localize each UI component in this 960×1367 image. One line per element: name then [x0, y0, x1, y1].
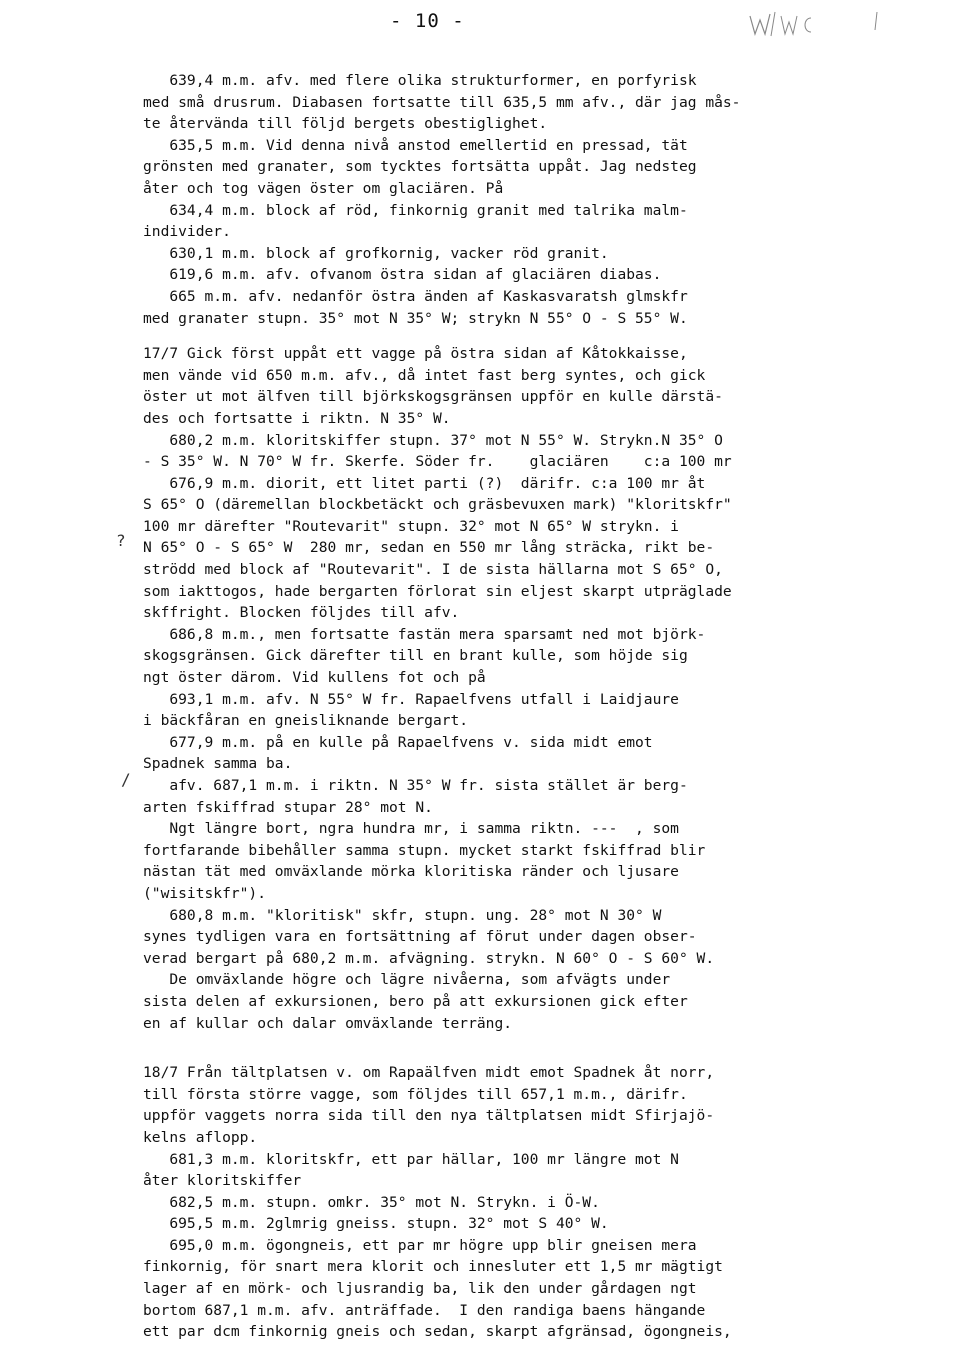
text-line: strödd med block af "Routevarit". I de sista hällarna mot S 65° O,: [143, 561, 723, 579]
text-line: åter och tog vägen öster om glaciären. På: [143, 179, 504, 197]
text-line: Ngt längre bort, ngra hundra mr, i samma riktn. --- , som: [143, 820, 679, 838]
page-header: [0, 8, 960, 40]
text-line: 695,5 m.m. 2glmrig gneiss. stupn. 32° mot S 40° W.: [143, 1215, 609, 1233]
text-line: uppför vaggets norra sida till den nya tältplatsen midt Sfirjajö-: [143, 1107, 715, 1125]
text-line: med små drusrum. Diabasen fortsatte till 635,5 mm afv., där jag mås-: [143, 93, 741, 111]
text-line: finkornig, för snart mera klorit och innesluter ett 1,5 mr mägtigt: [143, 1258, 723, 1276]
text-line: öster ut mot älfven till björkskogsgränsen uppför en kulle därstä-: [143, 388, 723, 406]
text-line: 619,6 m.m. afv. ofvanom östra sidan af glaciären diabas.: [143, 266, 662, 284]
text-line: 665 m.m. afv. nedanför östra änden af Kaskasvaratsh glmskfr: [143, 287, 688, 305]
text-line: 639,4 m.m. afv. med flere olika strukturformer, en porfyrisk: [143, 72, 697, 89]
text-line: bortom 687,1 m.m. afv. anträffade. I den randiga baens hängande: [143, 1301, 706, 1319]
text-line: te återvända till följd bergets obestiglighet.: [143, 115, 548, 133]
entry-section: [143, 70, 933, 329]
text-line: 680,2 m.m. kloritskiffer stupn. 37° mot N 55° W. Strykn.N 35° O: [143, 431, 723, 449]
text-line: 635,5 m.m. Vid denna nivå anstod emellertid en pressad, tät: [143, 136, 688, 154]
text-line: 677,9 m.m. på en kulle på Rapaelfvens v. sida midt emot: [143, 733, 653, 751]
section-gap: [143, 329, 933, 343]
text-line: De omväxlande högre och lägre nivåerna, som afvägts under: [143, 971, 671, 989]
text-line: 630,1 m.m. block af grofkornig, vacker röd granit.: [143, 244, 609, 262]
text-line: 18/7 Från tältplatsen v. om Rapaälfven midt emot Spadnek åt norr,: [143, 1064, 715, 1082]
text-line: skffright. Blocken följdes till afv.: [143, 604, 460, 622]
text-line: lager af en mörk- och ljusrandig ba, lik den under gårdagen ngt: [143, 1280, 697, 1298]
text-line: skogsgränsen. Gick därefter till en brant kulle, som höjde sig: [143, 647, 688, 665]
text-line: 680,8 m.m. "kloritisk" skfr, stupn. ung. 28° mot N 30° W: [143, 906, 662, 924]
margin-slash-mark: /: [121, 770, 131, 789]
text-line: kelns aflopp.: [143, 1128, 258, 1146]
margin-question-mark: ?: [116, 531, 126, 550]
typed-document-body: [143, 70, 933, 1343]
text-line: des och fortsatte i riktn. N 35° W.: [143, 409, 451, 427]
text-line: men vände vid 650 m.m. afv., då intet fast berg syntes, och gick: [143, 366, 706, 384]
text-line: med granater stupn. 35° mot N 35° W; strykn N 55° O - S 55° W.: [143, 309, 688, 327]
section-gap: [143, 1034, 933, 1062]
text-line: ngt öster därom. Vid kullens fot och på: [143, 669, 486, 687]
text-line: individer.: [143, 223, 231, 241]
text-line: 686,8 m.m., men fortsatte fastän mera sparsamt ned mot björk-: [143, 625, 706, 643]
page-number: - 10 -: [390, 10, 465, 32]
text-line: 695,0 m.m. ögongneis, ett par mr högre upp blir gneisen mera: [143, 1236, 697, 1254]
text-line: 100 mr därefter "Routevarit" stupn. 32° mot N 65° W strykn. i: [143, 517, 679, 535]
text-line: arten fskiffrad stupar 28° mot N.: [143, 798, 433, 816]
handwritten-annotation: [745, 8, 885, 38]
text-line: 676,9 m.m. diorit, ett litet parti (?) därifr. c:a 100 mr åt: [143, 474, 706, 492]
text-line: åter kloritskiffer: [143, 1172, 302, 1190]
text-line: fortfarande bibehåller samma stupn. mycket starkt fskiffrad blir: [143, 841, 706, 859]
text-line: grönsten med granater, som tycktes fortsätta uppåt. Jag nedsteg: [143, 158, 697, 176]
text-line: S 65° O (däremellan blockbetäckt och gräsbevuxen mark) "kloritskfr": [143, 496, 732, 514]
text-line: 682,5 m.m. stupn. omkr. 35° mot N. Strykn. i Ö-W.: [143, 1193, 600, 1211]
text-line: afv. 687,1 m.m. i riktn. N 35° W fr. sista stället är berg-: [143, 777, 688, 794]
entry-section: [143, 1062, 933, 1343]
text-line: nästan tät med omväxlande mörka kloritiska ränder och ljusare: [143, 863, 679, 881]
text-line: 693,1 m.m. afv. N 55° W fr. Rapaelfvens utfall i Laidjaure: [143, 690, 679, 708]
text-line: till första större vagge, som följdes till 657,1 m.m., därifr.: [143, 1085, 688, 1103]
text-line: Spadnek samma ba.: [143, 755, 293, 773]
text-line: 634,4 m.m. block af röd, finkornig granit med talrika malm-: [143, 201, 688, 219]
text-line: ("wisitskfr").: [143, 884, 267, 902]
text-line: i bäckfåran en gneisliknande bergart.: [143, 712, 469, 730]
text-line: sista delen af exkursionen, bero på att exkursionen gick efter: [143, 992, 688, 1010]
text-line: 681,3 m.m. kloritskfr, ett par hällar, 100 mr längre mot N: [143, 1150, 679, 1168]
text-line: 17/7 Gick först uppåt ett vagge på östra sidan af Kåtokkaisse,: [143, 345, 688, 363]
text-line: - S 35° W. N 70° W fr. Skerfe. Söder fr. glaciären c:a 100 mr: [143, 453, 732, 471]
entry-section: [143, 343, 933, 1034]
text-line: som iakttogos, hade bergarten förlorat sin eljest skarpt utpräglade: [143, 582, 732, 600]
text-line: ett par dcm finkornig gneis och sedan, skarpt afgränsad, ögongneis,: [143, 1323, 732, 1341]
text-line: synes tydligen vara en fortsättning af förut under dagen obser-: [143, 928, 697, 946]
text-line: N 65° O - S 65° W 280 mr, sedan en 550 mr lång sträcka, rikt be-: [143, 539, 715, 557]
text-line: verad bergart på 680,2 m.m. afvägning. strykn. N 60° O - S 60° W.: [143, 949, 715, 967]
text-line: en af kullar och dalar omväxlande terräng.: [143, 1014, 513, 1032]
